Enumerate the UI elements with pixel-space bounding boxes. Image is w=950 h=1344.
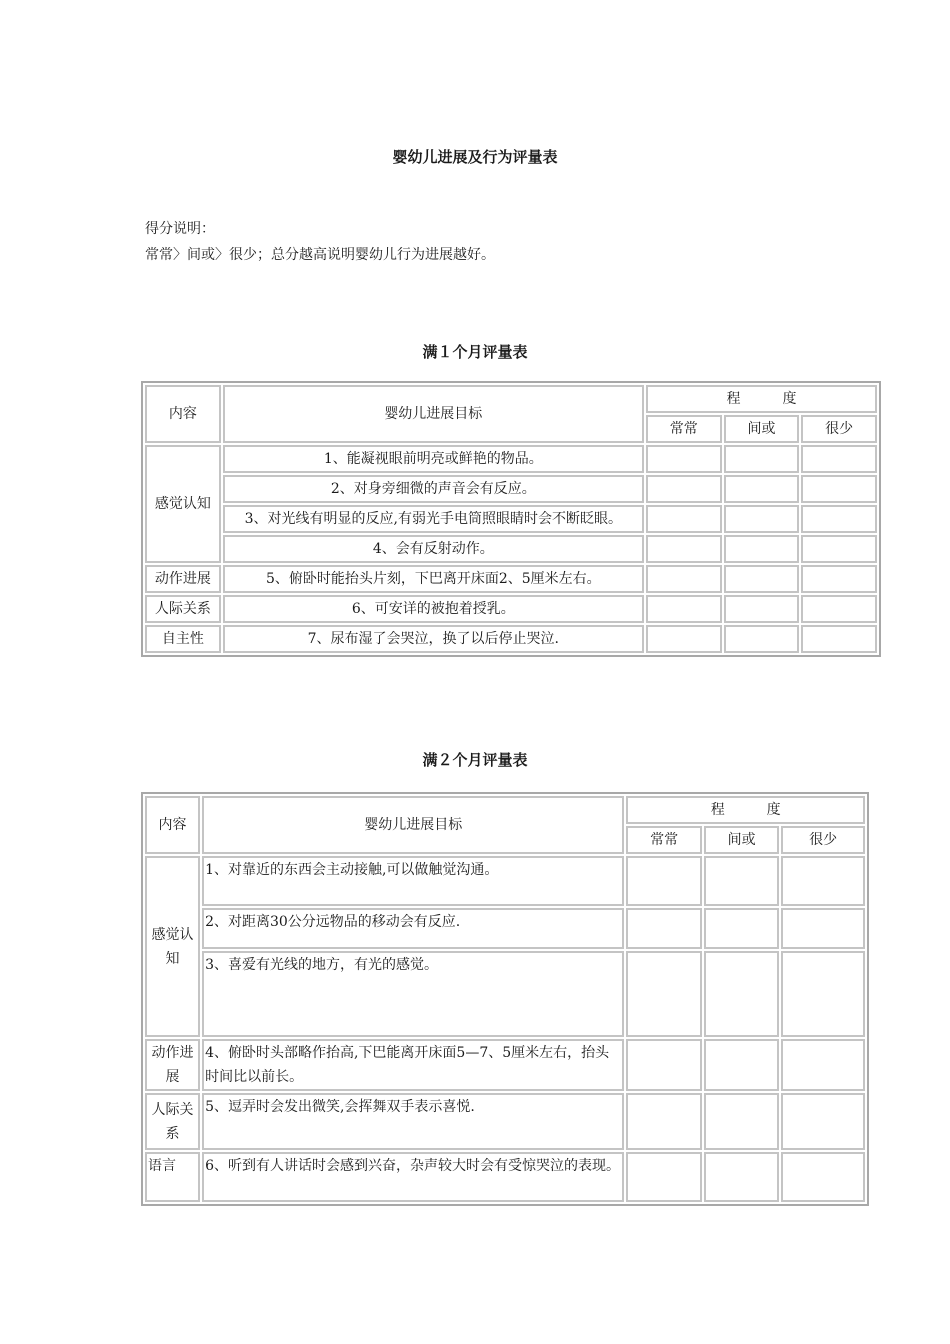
sometimes-checkbox-cell[interactable] [704,1152,779,1202]
table-row [145,535,877,563]
table1-goal-cell: 7、尿布湿了会哭泣，换了以后停止哭泣. [223,625,644,653]
page-title: 婴幼儿进展及行为评量表 [392,148,558,166]
table1-header-content: 内容 [145,385,221,443]
sometimes-checkbox-cell[interactable] [724,475,800,503]
table1-header-sometimes: 间或 [724,415,800,443]
table2-header-sometimes: 间或 [704,826,779,854]
rarely-checkbox-cell[interactable] [781,1039,865,1091]
table1-header-often: 常常 [646,415,722,443]
table2-header-content: 内容 [145,796,200,854]
sometimes-checkbox-cell[interactable] [724,445,800,473]
table-row [145,1093,865,1150]
table1 [141,381,881,657]
rarely-checkbox-cell[interactable] [801,595,877,623]
table-row [145,595,877,623]
often-checkbox-cell[interactable] [646,625,722,653]
table2-category-cell: 人际关系 [145,1093,200,1150]
often-checkbox-cell[interactable] [626,1039,701,1091]
table2-goal-cell: 2、对距离30公分远物品的移动会有反应. [202,908,624,949]
table2-header-rarely: 很少 [781,826,865,854]
table-row [145,908,865,949]
table-row [145,505,877,533]
table2-category-cell: 感觉认知 [145,856,200,1037]
often-checkbox-cell[interactable] [646,535,722,563]
rarely-checkbox-cell[interactable] [781,1093,865,1150]
table2-header-often: 常常 [626,826,701,854]
rarely-checkbox-cell[interactable] [781,1152,865,1202]
table1-category-cell: 感觉认知 [145,445,221,563]
score-text: 常常〉间或〉很少；总分越高说明婴幼儿行为进展越好。 [145,247,495,263]
sometimes-checkbox-cell[interactable] [704,951,779,1037]
table2-category-cell: 动作进展 [145,1039,200,1091]
often-checkbox-cell[interactable] [626,951,701,1037]
often-checkbox-cell[interactable] [646,565,722,593]
table1-header-goal: 婴幼儿进展目标 [223,385,644,443]
sometimes-checkbox-cell[interactable] [724,625,800,653]
table2 [141,792,869,1206]
sometimes-checkbox-cell[interactable] [724,565,800,593]
table1-title: 满１个月评量表 [422,343,528,361]
often-checkbox-cell[interactable] [626,1093,701,1150]
sometimes-checkbox-cell[interactable] [704,1039,779,1091]
table-row [145,445,877,473]
sometimes-checkbox-cell[interactable] [704,908,779,949]
sometimes-checkbox-cell[interactable] [704,856,779,906]
table2-goal-cell: 6、听到有人讲话时会感到兴奋，杂声较大时会有受惊哭泣的表现。 [202,1152,624,1202]
table-row [145,1039,865,1091]
sometimes-checkbox-cell[interactable] [704,1093,779,1150]
table2-goal-cell: 4、俯卧时头部略作抬高,下巴能离开床面5—7、5厘米左右，抬头时间比以前长。 [202,1039,624,1091]
table-row [145,951,865,1037]
table2-header-row [145,796,865,824]
table1-goal-cell: 1、能凝视眼前明亮或鲜艳的物品。 [223,445,644,473]
table2-goal-cell: 3、喜爱有光线的地方，有光的感觉。 [202,951,624,1037]
table1-goal-cell: 5、俯卧时能抬头片刻，下巴离开床面2、5厘米左右。 [223,565,644,593]
often-checkbox-cell[interactable] [646,445,722,473]
rarely-checkbox-cell[interactable] [801,625,877,653]
table-row [145,856,865,906]
rarely-checkbox-cell[interactable] [801,505,877,533]
table-row [145,565,877,593]
rarely-checkbox-cell[interactable] [801,565,877,593]
table-row [145,475,877,503]
table1-category-cell: 自主性 [145,625,221,653]
table-row [145,1152,865,1202]
table2-category-cell: 语言 [145,1152,200,1202]
table1-category-cell: 动作进展 [145,565,221,593]
table1-goal-cell: 4、会有反射动作。 [223,535,644,563]
table2-goal-cell: 1、对靠近的东西会主动接触,可以做触觉沟通。 [202,856,624,906]
rarely-checkbox-cell[interactable] [801,445,877,473]
rarely-checkbox-cell[interactable] [781,908,865,949]
table1-header-row [145,385,877,413]
table2-header-goal: 婴幼儿进展目标 [202,796,624,854]
table1-header-degree: 程 度 [646,385,877,413]
table1-goal-cell: 2、对身旁细微的声音会有反应。 [223,475,644,503]
rarely-checkbox-cell[interactable] [781,856,865,906]
table1-category-cell: 人际关系 [145,595,221,623]
score-heading: 得分说明： [145,221,215,237]
often-checkbox-cell[interactable] [646,475,722,503]
sometimes-checkbox-cell[interactable] [724,595,800,623]
often-checkbox-cell[interactable] [626,856,701,906]
table1-header-rarely: 很少 [801,415,877,443]
often-checkbox-cell[interactable] [626,1152,701,1202]
sometimes-checkbox-cell[interactable] [724,505,800,533]
table2-title: 满２个月评量表 [422,751,528,769]
rarely-checkbox-cell[interactable] [801,475,877,503]
sometimes-checkbox-cell[interactable] [724,535,800,563]
often-checkbox-cell[interactable] [646,595,722,623]
table1-goal-cell: 3、对光线有明显的反应,有弱光手电筒照眼睛时会不断眨眼。 [223,505,644,533]
table1-goal-cell: 6、可安详的被抱着授乳。 [223,595,644,623]
table2-header-degree: 程 度 [626,796,865,824]
rarely-checkbox-cell[interactable] [781,951,865,1037]
rarely-checkbox-cell[interactable] [801,535,877,563]
often-checkbox-cell[interactable] [646,505,722,533]
often-checkbox-cell[interactable] [626,908,701,949]
table2-goal-cell: 5、逗弄时会发出微笑,会挥舞双手表示喜悦. [202,1093,624,1150]
table-row [145,625,877,653]
